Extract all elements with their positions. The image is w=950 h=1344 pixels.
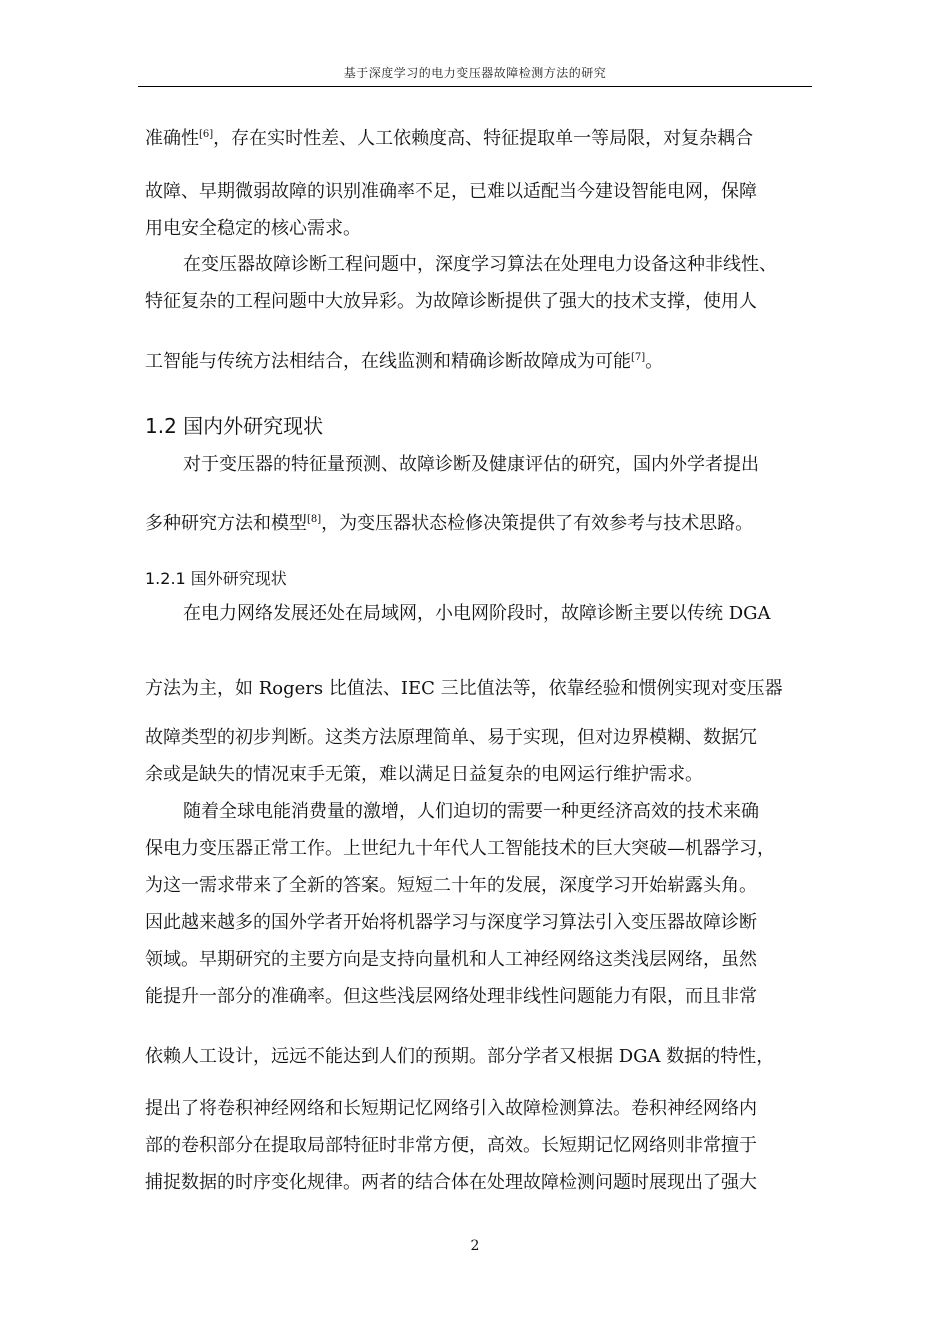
text-span: 工智能与传统方法相结合，在线监测和精确诊断故障成为可能 [145,351,631,372]
text-line: 余或是缺失的情况束手无策，难以满足日益复杂的电网运行维护需求。 [145,764,703,785]
text-line: 捕捉数据的时序变化规律。两者的结合体在处理故障检测问题时展现出了强大 [145,1172,757,1193]
running-header: 基于深度学习的电力变压器故障检测方法的研究 [343,66,607,80]
text-line: 在变压器故障诊断工程问题中，深度学习算法在处理电力设备这种非线性、 [183,254,777,275]
text-line: 在电力网络发展还处在局域网，小电网阶段时，故障诊断主要以传统 DGA [183,603,771,624]
text-span: 准确性 [145,128,199,149]
text-line: 随着全球电能消费量的激增，人们迫切的需要一种更经济高效的技术来确 [183,801,759,822]
text-line: 提出了将卷积神经网络和长短期记忆网络引入故障检测算法。卷积神经网络内 [145,1098,757,1119]
text-line [145,128,753,150]
text-line: 依赖人工设计，远远不能达到人们的预期。部分学者又根据 DGA 数据的特性， [145,1046,775,1067]
text-line: 部的卷积部分在提取局部特征时非常方便，高效。长短期记忆网络则非常擅于 [145,1135,757,1156]
text-line: 故障、早期微弱故障的识别准确率不足，已难以适配当今建设智能电网，保障 [145,181,757,202]
citation-ref: [7] [631,352,646,363]
text-span: 。 [645,351,664,372]
text-line: 用电安全稳定的核心需求。 [145,218,361,239]
text-span: ，存在实时性差、人工依赖度高、特征提取单一等局限，对复杂耦合 [213,128,754,149]
text-line: 方法为主，如 Rogers 比值法、IEC 三比值法等，依靠经验和惯例实现对变压器 [145,678,783,699]
text-line [145,351,663,373]
section-heading: 1.2 国内外研究现状 [145,414,324,438]
header-rule [138,86,812,87]
text-line: 因此越来越多的国外学者开始将机器学习与深度学习算法引入变压器故障诊断 [145,912,757,933]
text-line: 保电力变压器正常工作。上世纪九十年代人工智能技术的巨大突破—机器学习， [145,838,775,859]
text-line: 故障类型的初步判断。这类方法原理简单、易于实现，但对边界模糊、数据冗 [145,727,757,748]
citation-ref: [6] [199,129,214,140]
text-line: 领域。早期研究的主要方向是支持向量机和人工神经网络这类浅层网络，虽然 [145,949,757,970]
text-span: 多种研究方法和模型 [145,513,307,534]
text-span: ，为变压器状态检修决策提供了有效参考与技术思路。 [321,513,754,534]
text-line [145,513,753,535]
subsection-heading: 1.2.1 国外研究现状 [145,569,287,588]
text-line: 为这一需求带来了全新的答案。短短二十年的发展，深度学习开始崭露头角。 [145,875,757,896]
text-line: 特征复杂的工程问题中大放异彩。为故障诊断提供了强大的技术支撑，使用人 [145,291,757,312]
citation-ref: [8] [307,514,322,525]
text-line: 对于变压器的特征量预测、故障诊断及健康评估的研究，国内外学者提出 [183,454,759,475]
page-number: 2 [470,1238,480,1254]
text-line: 能提升一部分的准确率。但这些浅层网络处理非线性问题能力有限，而且非常 [145,986,757,1007]
